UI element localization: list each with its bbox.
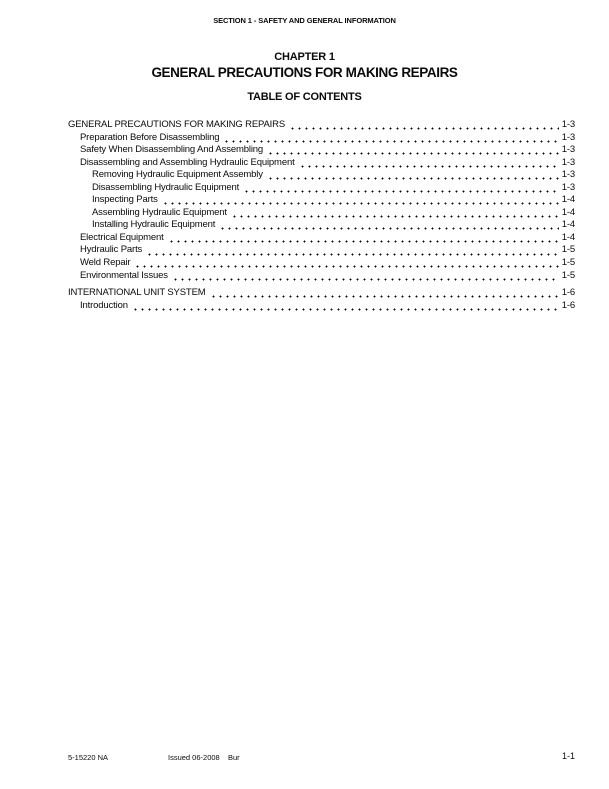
footer-revision-code: Bur	[228, 753, 240, 762]
toc-entry-label: Introduction	[80, 299, 128, 311]
toc-entry-page: 1-3	[561, 144, 575, 156]
toc-row	[68, 232, 575, 245]
toc-row	[68, 287, 575, 300]
footer-page-number: 1-1	[561, 751, 575, 761]
toc-row	[68, 207, 575, 220]
dot-leader	[267, 169, 559, 182]
toc-entry-label: Assembling Hydraulic Equipment	[92, 206, 227, 218]
chapter-label: CHAPTER 1	[274, 51, 335, 63]
toc-entry-label: Safety When Disassembling And Assembling	[80, 144, 264, 156]
footer-issued-date: Issued 06-2008	[168, 753, 220, 762]
dot-leader	[231, 207, 559, 220]
dot-leader	[132, 300, 559, 313]
toc-entry-label: Weld Repair	[80, 257, 131, 269]
toc-entry-label: Preparation Before Disassembling	[80, 131, 220, 143]
toc-row	[68, 132, 575, 145]
toc-entry-page: 1-6	[561, 299, 575, 311]
toc-list	[68, 119, 575, 312]
toc-entry-page: 1-3	[561, 181, 575, 193]
toc-entry-page: 1-4	[561, 231, 575, 243]
toc-row	[68, 194, 575, 207]
page-footer	[68, 751, 575, 763]
running-header: SECTION 1 - SAFETY AND GENERAL INFORMATION	[213, 16, 396, 25]
toc-entry-page: 1-6	[561, 287, 575, 299]
dot-leader	[162, 194, 559, 207]
toc-entry-page: 1-4	[561, 194, 575, 206]
toc-entry-page: 1-5	[561, 257, 575, 269]
toc-entry-page: 1-3	[561, 131, 575, 143]
dot-leader	[223, 132, 558, 145]
chapter-title: GENERAL PRECAUTIONS FOR MAKING REPAIRS	[151, 65, 458, 80]
toc-row	[68, 169, 575, 182]
toc-entry-label: Inspecting Parts	[92, 194, 158, 206]
dot-leader	[210, 287, 559, 300]
toc-entry-label: Disassembling and Assembling Hydraulic Equipment	[80, 156, 295, 168]
toc-entry-label: Electrical Equipment	[80, 231, 164, 243]
toc-entry-label: Disassembling Hydraulic Equipment	[92, 181, 240, 193]
dot-leader	[267, 144, 559, 157]
toc-entry-page: 1-3	[561, 156, 575, 168]
toc-row	[68, 182, 575, 195]
toc-row	[68, 300, 575, 313]
dot-leader	[168, 232, 559, 245]
footer-form-number: 5-15220 NA	[68, 753, 109, 762]
toc-entry-page: 1-4	[561, 219, 575, 231]
toc-entry-page: 1-5	[561, 244, 575, 256]
dot-leader	[146, 244, 559, 257]
toc-entry-label: Removing Hydraulic Equipment Assembly	[92, 169, 263, 181]
toc-row	[68, 157, 575, 170]
toc-heading: TABLE OF CONTENTS	[247, 91, 362, 103]
toc-row	[68, 119, 575, 132]
toc-entry-label: Hydraulic Parts	[80, 244, 143, 256]
toc-entry-label: Installing Hydraulic Equipment	[92, 219, 216, 231]
toc-entry-label: INTERNATIONAL UNIT SYSTEM	[68, 287, 206, 299]
dot-leader	[134, 257, 558, 270]
toc-row	[68, 257, 575, 270]
toc-row	[68, 244, 575, 257]
toc-row	[68, 219, 575, 232]
toc-entry-page: 1-5	[561, 269, 575, 281]
toc-entry-page: 1-3	[561, 119, 575, 130]
dot-leader	[299, 157, 559, 170]
toc-row	[68, 144, 575, 157]
dot-leader	[172, 270, 559, 283]
toc-row	[68, 270, 575, 283]
dot-leader	[219, 219, 558, 232]
toc-entry-label: Environmental Issues	[80, 269, 168, 281]
toc-entry-page: 1-3	[561, 169, 575, 181]
dot-leader	[243, 182, 559, 195]
dot-leader	[289, 119, 559, 132]
toc-entry-page: 1-4	[561, 206, 575, 218]
toc-entry-label: GENERAL PRECAUTIONS FOR MAKING REPAIRS	[68, 119, 286, 130]
